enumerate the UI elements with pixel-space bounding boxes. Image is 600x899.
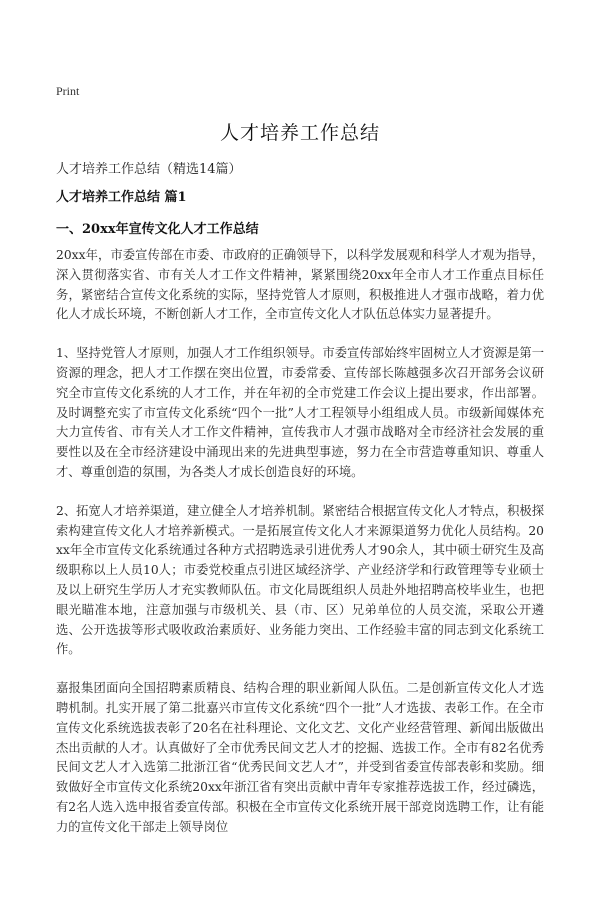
- paragraph-point-1: 1、坚持党管人才原则，加强人才工作组织领导。市委宣传部始终牢固树立人才资源是第一资源的理念，把人才工作摆在突出位置，市委常委、宣传部长陈越强多次召开部务会议研究全市宣传文化系统的人才工作，并在年初的全市党建工作会议上提出要求，作出部署。及时调整充实了市宣传文化系统“四个一批”人才工程领导小组组成人员。市级新闻媒体充大力宣传省、市有关人才工作文件精神，宣传我市人才强市战略对全市经济社会发展的重要性以及在全市经济建设中涌现出来的先进典型事迹，努力在全市营造尊重知识、尊重人才、尊重创造的氛围，为各类人才成长创造良好的环境。: [56, 346, 544, 479]
- section-title: 人才培养工作总结 篇1: [56, 190, 187, 205]
- print-label[interactable]: Print: [56, 84, 80, 98]
- paragraph-intro: 20xx年，市委宣传部在市委、市政府的正确领导下，以科学发展观和科学人才观为指导，深入贯彻落实省、市有关人才工作文件精神，紧紧围绕20xx年全市人才工作重点目标任务，紧密结合宣传文化系统的实际，坚持党管人才原则，积极推进人才强市战略，着力优化人才成长环境，不断创新人才工作，全市宣传文化人才队伍总体实力显著提升。: [56, 248, 544, 322]
- page-title: 人才培养工作总结: [219, 122, 380, 144]
- paragraph-point-2: 2、拓宽人才培养渠道，建立健全人才培养机制。紧密结合根据宣传文化人才特点，积极探索构建宣传文化人才培养新模式。一是拓展宣传文化人才来源渠道努力优化人员结构。20xx年全市宣传文化系统通过各种方式招聘选录引进优秀人才90余人，其中硕士研究生及高级职称以上人员10人；市委党校重点引进区域经济学、产业经济学和行政管理等专业硕士及以上研究生学历人才充实教师队伍。市文化局既组织人员赴外地招聘高校毕业生，也把眼光瞄准本地，注意加强与市级机关、县（市、区）兄弟单位的人员交流，采取公开遴选、公开选拔等形式吸收政治素质好、业务能力突出、工作经验丰富的同志到文化系统工作。: [56, 503, 544, 657]
- paragraph-continued: 嘉报集团面向全国招聘素质精良、结构合理的职业新闻人队伍。二是创新宣传文化人才选聘机制。扎实开展了第二批嘉兴市宣传文化系统“四个一批”人才选拔、表彰工作。在全市宣传文化系统选拔表彰了20名在社科理论、文化文艺、文化产业经营管理、新闻出版做出杰出贡献的人才。认真做好了全市优秀民间文艺人才的挖掘、选拔工作。全市有82名优秀民间文艺人才入选第二批浙江省“优秀民间文艺人才”，并受到省委宣传部表彰和奖励。细致做好全市宣传文化系统20xx年浙江省有突出贡献中青年专家推荐选拔工作，经过磷选，有2名人选入选申报省委宣传部。积极在全市宣传文化系统开展干部竞岗选聘工作，让有能力的宣传文化干部走上领导岗位: [56, 681, 544, 834]
- sub-heading: 一、20xx年宣传文化人才工作总结: [56, 222, 259, 237]
- document-subtitle: 人才培养工作总结（精选14篇）: [56, 162, 242, 177]
- document-body: [56, 246, 544, 838]
